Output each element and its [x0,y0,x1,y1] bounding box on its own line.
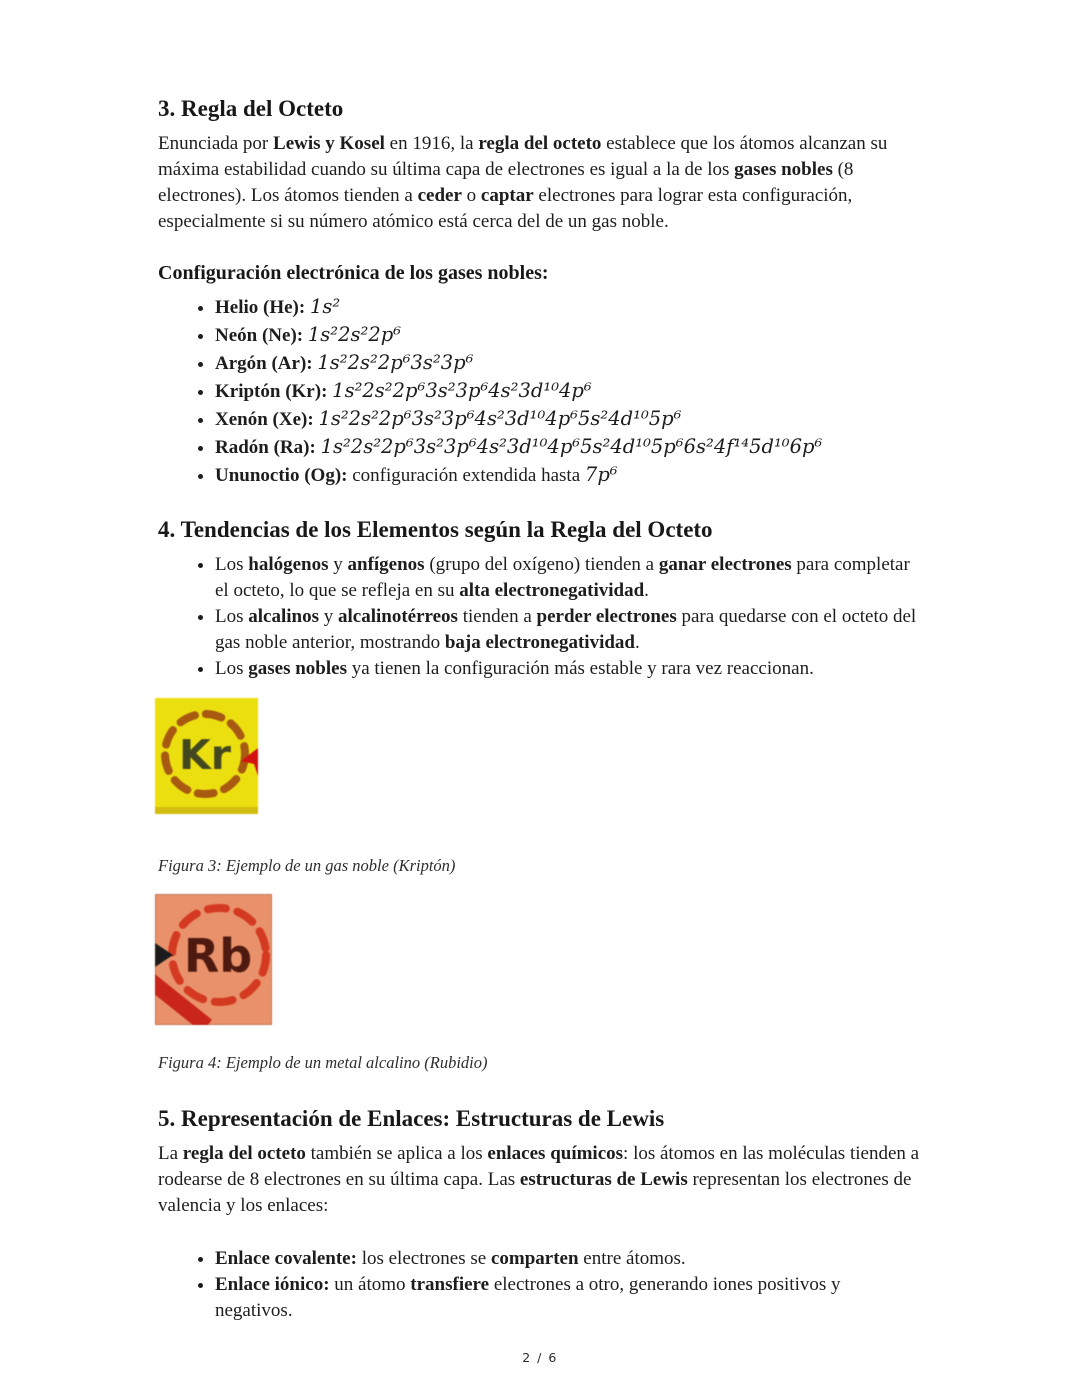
trend-item-alkalis: • Los alcalinos y alcalinotérreos tienden a perder electrones para quedarse con el octeto del gas noble anterior, mostrando baja electronegatividad. [215,604,920,656]
noble-gas-item-helium: • Helio (He): 1s² [215,293,920,321]
rubidium-symbol: Rb [183,929,253,983]
section-trends-heading: 4. Tendencias de los Elementos según la Regla del Octeto [158,517,713,542]
bond-type-list [158,1246,920,1324]
octet-intro-paragraph: Enunciada por Lewis y Kosel en 1916, la regla del octeto establece que los átomos alcanzan su máxima estabilidad cuando su última capa de electrones es igual a la de los gases nobles (8 electrones). Los átomos tienden a ceder o captar electrones para lograr esta configuración, especialmente si su número atómico está cerca del de un gas noble. [158,133,888,232]
bond-item-covalent: • Enlace covalente: los electrones se comparten entre átomos. [215,1246,920,1272]
figure-krypton-caption: Figura 3: Ejemplo de un gas noble (Kriptón) [158,856,456,875]
krypton-image [155,698,920,814]
section-lewis-heading: 5. Representación de Enlaces: Estructuras de Lewis [158,1106,665,1131]
bond-item-ionic: • Enlace iónico: un átomo transfiere electrones a otro, generando iones positivos y negativos. [215,1272,920,1324]
trend-item-noblegas: • Los gases nobles ya tienen la configuración más estable y rara vez reaccionan. [215,656,920,682]
noble-gas-config-subheading: Configuración electrónica de los gases nobles: [158,262,549,284]
page-content [158,94,920,1324]
noble-gas-item-radon: • Radón (Ra): 1s²2s²2p⁶3s²3p⁶4s²3d¹⁰4p⁶5s²4d¹⁰5p⁶6s²4f¹⁴5d¹⁰6p⁶ [215,433,920,461]
page-number: 2 / 6 [522,1350,558,1365]
noble-gas-list [158,293,920,489]
noble-gas-item-oganesson: • Ununoctio (Og): configuración extendida hasta 7p⁶ [215,461,920,489]
rubidium-image [155,894,920,1025]
lewis-paragraph: La regla del octeto también se aplica a los enlaces químicos: los átomos en las moléculas tienden a rodearse de 8 electrones en su última capa. Las estructuras de Lewis representan los electrones de valencia y los enlaces: [158,1143,920,1216]
noble-gas-item-krypton: • Kriptón (Kr): 1s²2s²2p⁶3s²3p⁶4s²3d¹⁰4p⁶ [215,377,920,405]
section-octet-heading: 3. Regla del Octeto [158,96,344,121]
figure-rubidium-caption: Figura 4: Ejemplo de un metal alcalino (Rubidio) [158,1053,488,1072]
noble-gas-item-xenon: • Xenón (Xe): 1s²2s²2p⁶3s²3p⁶4s²3d¹⁰4p⁶5s²4d¹⁰5p⁶ [215,405,920,433]
trends-list [158,552,920,682]
trend-item-halogens: • Los halógenos y anfígenos (grupo del oxígeno) tienden a ganar electrones para completar el octeto, lo que se refleja en su alta electronegatividad. [215,552,920,604]
krypton-symbol: Kr [179,731,231,779]
noble-gas-item-argon: • Argón (Ar): 1s²2s²2p⁶3s²3p⁶ [215,349,920,377]
noble-gas-item-neon: • Neón (Ne): 1s²2s²2p⁶ [215,321,920,349]
